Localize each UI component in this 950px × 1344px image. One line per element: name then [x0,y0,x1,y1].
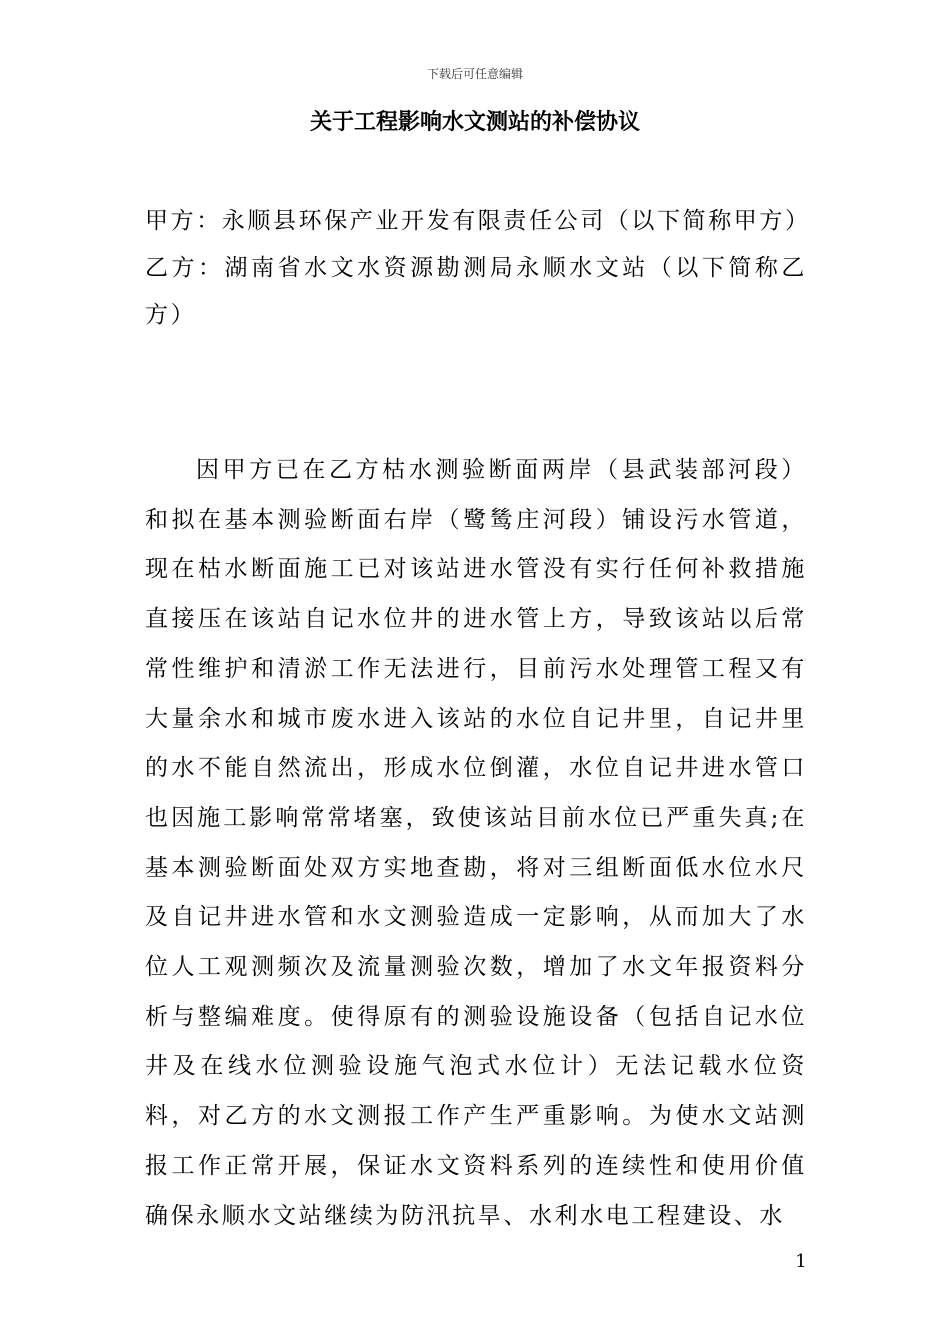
body-paragraph: 因甲方已在乙方枯水测验断面两岸（县武装部河段）和拟在基本测验断面右岸（鹭鸶庄河段）铺设污水管道，现在枯水断面施工已对该站进水管没有实行任何补救措施直接压在该站自记水位井的进水管上方，导致该站以后常常性维护和清淤工作无法进行，目前污水处理管工程又有大量余水和城市废水进入该站的水位自记井里，自记井里的水不能自然流出，形成水位倒灌，水位自记井进水管口也因施工影响常常堵塞，致使该站目前水位已严重失真;在基本测验断面处双方实地查勘，将对三组断面低水位水尺及自记井进水管和水文测验造成一定影响，从而加大了水位人工观测频次及流量测验次数，增加了水文年报资料分析与整编难度。使得原有的测验设施设备（包括自记水位井及在线水位测验设施气泡式水位计）无法记载水位资料，对乙方的水文测报工作产生严重影响。为使水文站测报工作正常开展，保证水文资料系列的连续性和使用价值确保永顺水文站继续为防汛抗旱、水利水电工程建设、水 [145,457,807,1229]
parties-section [145,198,811,339]
party-b: 乙方：湖南省水文水资源勘测局永顺水文站（以下简称乙方） [145,255,807,328]
page-number: 1 [795,1251,807,1272]
document-title: 关于工程影响水文测站的补偿协议 [309,110,640,135]
header-note: 下载后可任意编辑 [426,67,523,81]
party-a: 甲方：永顺县环保产业开发有限责任公司（以下简称甲方） [145,208,811,234]
